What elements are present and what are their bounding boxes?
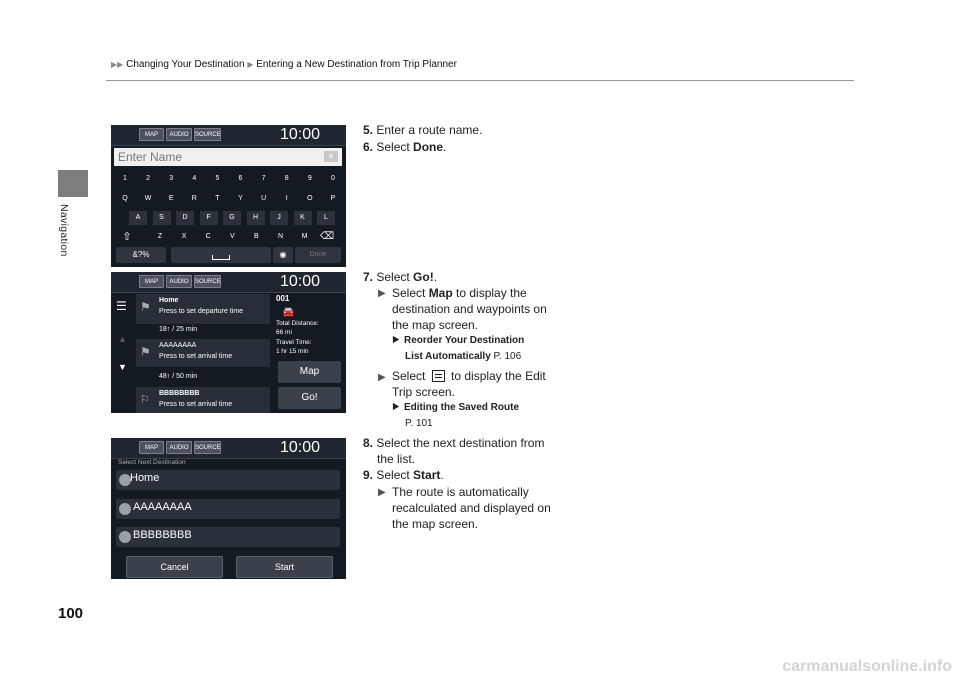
keyboard-key[interactable]: W bbox=[144, 195, 152, 202]
screenshot-trip-planner bbox=[111, 272, 346, 413]
keyboard-key[interactable]: 5 bbox=[215, 175, 220, 182]
keyboard-key[interactable]: F bbox=[200, 211, 218, 225]
keyboard-key[interactable]: 0 bbox=[330, 175, 335, 182]
reference-page: P. 106 bbox=[493, 351, 522, 362]
keyboard-key[interactable]: E bbox=[168, 195, 174, 202]
step-9 bbox=[363, 468, 444, 482]
step-5 bbox=[363, 123, 482, 137]
waypoint-name: BBBBBBBB bbox=[159, 390, 200, 397]
step-text: . bbox=[440, 468, 444, 482]
clock: 10:00 bbox=[279, 126, 320, 143]
destination-name: AAAAAAAA bbox=[133, 501, 192, 513]
keyboard-key[interactable]: P bbox=[330, 195, 336, 202]
keyboard-key[interactable]: 2 bbox=[146, 175, 151, 182]
step-number: 5. bbox=[363, 123, 374, 137]
keyboard-key[interactable]: U bbox=[261, 195, 267, 202]
leg-info: 18↑ / 25 min bbox=[159, 326, 198, 333]
keyboard-key[interactable]: Z bbox=[157, 233, 163, 240]
clock: 10:00 bbox=[279, 273, 320, 290]
reference-arrow-icon bbox=[392, 402, 401, 411]
step-8-cont: the list. bbox=[377, 452, 416, 466]
total-distance-value: 66 mi bbox=[276, 329, 292, 336]
screenshot-enter-name bbox=[111, 125, 346, 267]
breadcrumb-part-2: Entering a New Destination from Trip Planner bbox=[256, 59, 457, 70]
keyboard-key[interactable]: O bbox=[307, 195, 313, 202]
space-icon bbox=[212, 255, 230, 260]
source-button[interactable]: SOURCE bbox=[194, 128, 221, 141]
step-number: 6. bbox=[363, 140, 374, 154]
keyboard-key[interactable]: 8 bbox=[284, 175, 289, 182]
map-button[interactable]: MAP bbox=[139, 128, 164, 141]
breadcrumb bbox=[111, 59, 457, 70]
route-name-input[interactable] bbox=[114, 148, 342, 166]
destination-name: Home bbox=[130, 472, 160, 484]
list-item[interactable] bbox=[136, 387, 270, 413]
source-button[interactable]: SOURCE bbox=[194, 275, 221, 288]
keyboard-key[interactable]: 6 bbox=[238, 175, 243, 182]
location-icon bbox=[119, 531, 131, 543]
step-7-substep-2 bbox=[392, 368, 546, 400]
keyboard-key[interactable]: C bbox=[205, 233, 211, 240]
keyboard-key[interactable]: S bbox=[153, 211, 171, 225]
keyboard-key[interactable]: B bbox=[254, 233, 259, 240]
step-text: Trip screen. bbox=[392, 385, 455, 399]
destination-item[interactable] bbox=[116, 470, 340, 490]
done-key[interactable]: Done bbox=[295, 247, 341, 263]
section-label: Navigation bbox=[58, 204, 70, 257]
screenshot-select-next-destination bbox=[111, 438, 346, 579]
clear-icon[interactable]: ✕ bbox=[324, 151, 338, 162]
sub-step-arrow-icon: ▶ bbox=[378, 487, 386, 498]
keyboard-key[interactable]: A bbox=[129, 211, 147, 225]
step-9-substep bbox=[392, 484, 551, 532]
cancel-button[interactable]: Cancel bbox=[126, 556, 223, 578]
location-icon bbox=[119, 503, 131, 515]
checkered-flag-icon: ⚐ bbox=[140, 394, 150, 406]
step-text: . bbox=[433, 270, 438, 284]
microphone-icon: ◉ bbox=[279, 250, 287, 259]
step-number: 8. bbox=[363, 436, 374, 450]
screen-header: Select Next Destination bbox=[118, 459, 186, 466]
watermark: carmanualsonline.info bbox=[782, 658, 952, 675]
sub-step-arrow-icon: ▶ bbox=[378, 372, 386, 383]
car-icon: 🚘 bbox=[282, 307, 295, 318]
backspace-icon[interactable]: ⌫ bbox=[320, 231, 335, 242]
keyboard-key[interactable]: Q bbox=[122, 195, 128, 202]
start-button[interactable]: Start bbox=[236, 556, 333, 578]
keyboard-key[interactable]: 9 bbox=[307, 175, 312, 182]
step-text: Select bbox=[376, 468, 414, 482]
source-button[interactable]: SOURCE bbox=[194, 441, 221, 454]
screen-top-bar bbox=[111, 125, 346, 146]
route-id: 001 bbox=[276, 294, 290, 303]
shift-icon[interactable]: ⇧ bbox=[122, 231, 132, 243]
leg-info: 48↑ / 50 min bbox=[159, 373, 198, 380]
step-text: Select the next destination from bbox=[376, 436, 545, 450]
keyboard-key[interactable]: 4 bbox=[192, 175, 197, 182]
keyboard-key[interactable]: 7 bbox=[261, 175, 266, 182]
reference-text: Editing the Saved Route bbox=[404, 402, 520, 413]
keyboard-key[interactable]: N bbox=[277, 233, 284, 240]
step-text: the map screen. bbox=[392, 318, 479, 332]
step-keyword: Map bbox=[428, 286, 453, 300]
flag-icon: ⚑ bbox=[140, 300, 151, 314]
step-keyword: Go! bbox=[413, 270, 434, 284]
menu-icon bbox=[432, 370, 445, 382]
map-button[interactable]: MAP bbox=[139, 441, 164, 454]
screen-top-bar bbox=[111, 438, 346, 459]
destination-item[interactable] bbox=[116, 527, 340, 547]
audio-button[interactable]: AUDIO bbox=[166, 128, 192, 141]
keyboard-key[interactable]: V bbox=[229, 233, 235, 240]
waypoint-desc: Press to set departure time bbox=[159, 308, 244, 315]
keyboard-key[interactable]: R bbox=[191, 195, 197, 202]
step-text: destination and waypoints on bbox=[392, 302, 547, 316]
keyboard-key[interactable]: J bbox=[270, 211, 288, 225]
sub-step-arrow-icon: ▶ bbox=[378, 288, 386, 299]
keyboard-key[interactable]: 3 bbox=[169, 175, 174, 182]
breadcrumb-arrow-icon: ▶ bbox=[247, 60, 254, 69]
waypoint-name: AAAAAAAA bbox=[159, 342, 197, 349]
step-text: Select bbox=[376, 140, 414, 154]
keyboard-key[interactable]: Y bbox=[238, 195, 243, 202]
step-text: Select bbox=[392, 369, 429, 383]
step-text: . bbox=[443, 140, 447, 154]
travel-time-value: 1 hr 15 min bbox=[276, 348, 309, 355]
audio-button[interactable]: AUDIO bbox=[166, 441, 192, 454]
step-6 bbox=[363, 140, 446, 154]
flag-icon: ⚑ bbox=[140, 345, 151, 359]
move-up-icon[interactable]: ▲ bbox=[118, 334, 127, 344]
go-button[interactable]: Go! bbox=[278, 387, 341, 409]
page-number: 100 bbox=[58, 605, 84, 622]
symbols-key[interactable]: &?% bbox=[116, 247, 166, 263]
keyboard-key[interactable]: M bbox=[301, 233, 308, 240]
cross-reference[interactable] bbox=[392, 335, 524, 346]
step-text: The route is automatically bbox=[392, 485, 529, 499]
keyboard-key[interactable]: X bbox=[181, 233, 187, 240]
destination-item[interactable] bbox=[116, 499, 340, 519]
step-text: Enter a route name. bbox=[376, 123, 483, 137]
step-text: recalculated and displayed on bbox=[392, 501, 551, 515]
step-8 bbox=[363, 436, 544, 450]
waypoint-name: Home bbox=[159, 297, 179, 304]
keyboard-key[interactable]: D bbox=[176, 211, 194, 225]
destination-name: BBBBBBBB bbox=[133, 529, 192, 541]
audio-button[interactable]: AUDIO bbox=[166, 275, 192, 288]
move-down-icon[interactable]: ▼ bbox=[118, 362, 127, 372]
list-item[interactable] bbox=[136, 294, 270, 324]
map-view-button[interactable]: Map bbox=[278, 361, 341, 383]
header-rule bbox=[106, 80, 854, 81]
step-7-substep-1 bbox=[392, 285, 547, 333]
keyboard-key[interactable]: K bbox=[294, 211, 312, 225]
keyboard-key[interactable]: I bbox=[285, 195, 288, 202]
step-text: to display the Edit bbox=[447, 369, 546, 383]
step-text: Select bbox=[392, 286, 429, 300]
keyboard-key[interactable]: 1 bbox=[123, 175, 127, 182]
section-tab-marker bbox=[58, 170, 88, 197]
edit-trip-menu-icon[interactable]: ☰ bbox=[116, 299, 127, 313]
cross-reference[interactable] bbox=[392, 402, 519, 413]
total-distance-label: Total Distance: bbox=[276, 320, 319, 327]
keyboard-key[interactable]: H bbox=[247, 211, 265, 225]
step-number: 7. bbox=[363, 270, 374, 284]
breadcrumb-part-1: Changing Your Destination bbox=[126, 59, 245, 70]
screen-top-bar bbox=[111, 272, 346, 293]
keyboard-key[interactable]: L bbox=[317, 211, 335, 225]
voice-key[interactable] bbox=[273, 247, 293, 263]
clock: 10:00 bbox=[279, 439, 320, 456]
travel-time-label: Travel Time: bbox=[276, 339, 312, 346]
reference-arrow-icon bbox=[392, 335, 401, 344]
step-text: the map screen. bbox=[392, 517, 479, 531]
step-text: to display the bbox=[452, 286, 527, 300]
breadcrumb-arrow-icon: ▶▶ bbox=[111, 60, 124, 69]
reference-text: List Automatically bbox=[405, 351, 491, 362]
keyboard-key[interactable]: T bbox=[215, 195, 220, 202]
map-button[interactable]: MAP bbox=[139, 275, 164, 288]
cross-reference-cont[interactable] bbox=[405, 351, 521, 362]
step-text: Select bbox=[376, 270, 414, 284]
route-name-placeholder: Enter Name bbox=[118, 150, 183, 164]
step-7 bbox=[363, 270, 437, 284]
reference-page[interactable]: P. 101 bbox=[405, 418, 433, 429]
step-keyword: Done bbox=[413, 140, 444, 154]
space-key[interactable] bbox=[171, 247, 271, 263]
keyboard-key[interactable]: G bbox=[223, 211, 241, 225]
waypoint-desc: Press to set arrival time bbox=[159, 353, 233, 360]
list-item[interactable] bbox=[136, 339, 270, 367]
waypoint-desc: Press to set arrival time bbox=[159, 401, 233, 408]
step-number: 9. bbox=[363, 468, 374, 482]
step-keyword: Start bbox=[413, 468, 441, 482]
reference-text: Reorder Your Destination bbox=[404, 335, 525, 346]
